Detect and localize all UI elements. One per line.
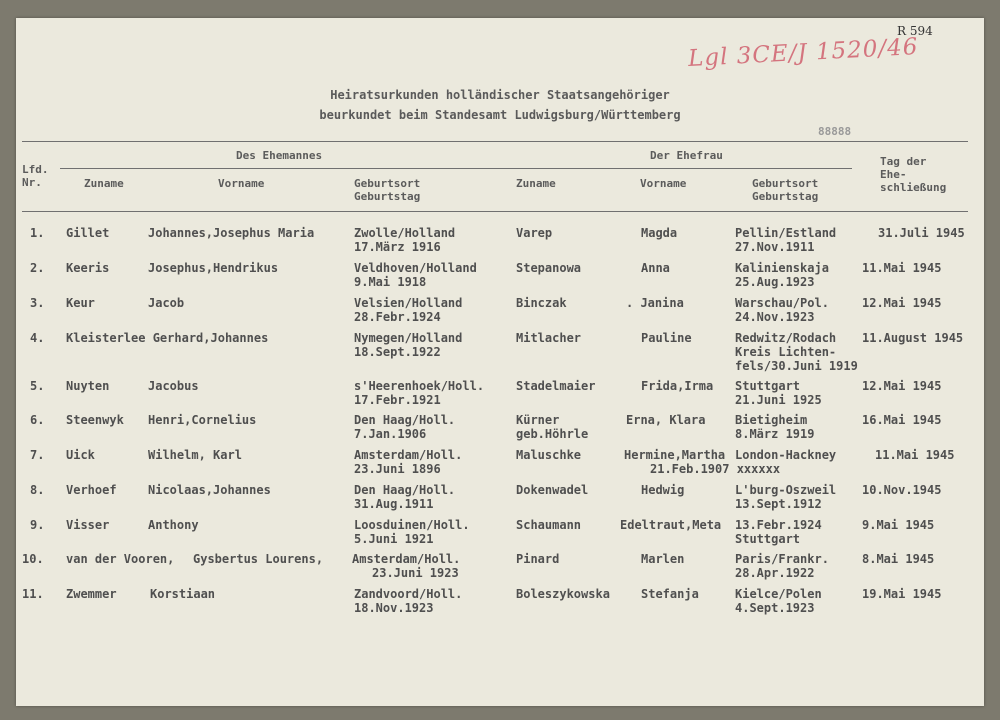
cell-geburtsort-f: L'burg-Oszweil 13.Sept.1912 [735,483,837,511]
header-vorname-f: Vorname [640,177,687,190]
cell-tag: 9.Mai 1945 [862,518,935,532]
table-row [0,296,1000,330]
document-code: 88888 [818,125,852,138]
cell-geburtsort-f: Paris/Frankr. 28.Apr.1922 [735,552,829,580]
cell-nr: 4. [30,331,45,345]
cell-zuname-f: Maluschke [516,448,582,462]
cell-vorname: Korstiaan [150,587,216,601]
cell-zuname: Kleisterlee Gerhard,Johannes [66,331,269,345]
header-zuname-f: Zuname [516,177,556,190]
title-line-2: beurkundet beim Standesamt Ludwigsburg/Württemberg [319,108,681,122]
cell-tag: 11.Mai 1945 [862,261,942,275]
cell-zuname-f: Binczak [516,296,567,310]
table-row [0,552,1000,586]
cell-tag: 19.Mai 1945 [862,587,942,601]
cell-zuname-f: Pinard [516,552,560,566]
cell-vorname: Henri,Cornelius [148,413,257,427]
cell-zuname: Visser [66,518,110,532]
cell-geburtsort-f: Pellin/Estland 27.Nov.1911 [735,226,837,254]
cell-nr: 6. [30,413,45,427]
cell-nr: 10. [22,552,44,566]
cell-tag: 10.Nov.1945 [862,483,942,497]
cell-nr: 9. [30,518,45,532]
cell-vorname: Wilhelm, Karl [148,448,242,462]
cell-vorname: Gysbertus Lourens, [193,552,324,566]
cell-tag: 8.Mai 1945 [862,552,935,566]
header-lfd: Lfd. Nr. [22,163,49,189]
archive-stamp: R 594 [897,24,933,38]
cell-vorname-f: Marlen [641,552,685,566]
header-geburtsort: Geburtsort Geburtstag [354,177,421,203]
header-top-rule [22,141,968,142]
cell-vorname: Johannes,Josephus Maria [148,226,315,240]
table-row [0,226,1000,260]
cell-geburtsort: s'Heerenhoek/Holl. 17.Febr.1921 [354,379,485,407]
cell-tag: 11.Mai 1945 [875,448,955,462]
cell-geburtsort-f: Stuttgart 21.Juni 1925 [735,379,822,407]
header-group-rule [60,168,852,169]
table-row [0,379,1000,413]
cell-geburtsort: Zandvoord/Holl. 18.Nov.1923 [354,587,463,615]
table-row [0,587,1000,621]
cell-zuname: Zwemmer [66,587,117,601]
cell-zuname: Gillet [66,226,110,240]
cell-zuname-f: Stadelmaier [516,379,596,393]
cell-vorname-f: Pauline [641,331,692,345]
cell-zuname-f: Boleszykowska [516,587,610,601]
cell-zuname-f: Varep [516,226,553,240]
header-zuname: Zuname [84,177,124,190]
cell-tag: 12.Mai 1945 [862,379,942,393]
cell-zuname: Nuyten [66,379,110,393]
table-row [0,331,1000,377]
cell-nr: 11. [22,587,44,601]
header-tag: Tag der Ehe- schließung [880,155,947,194]
cell-nr: 3. [30,296,45,310]
cell-vorname-f: Hermine,Martha 21.Feb.1907 xxxxxx [624,448,781,476]
cell-vorname-f: Stefanja [641,587,699,601]
header-bottom-rule [22,211,968,212]
cell-vorname: Josephus,Hendrikus [148,261,279,275]
cell-zuname-f: Stepanowa [516,261,582,275]
cell-geburtsort-f: Kalinienskaja 25.Aug.1923 [735,261,829,289]
cell-geburtsort-f: London-Hackney [735,448,837,462]
cell-vorname: Jacobus [148,379,199,393]
cell-tag: 11.August 1945 [862,331,964,345]
cell-zuname-f: Mitlacher [516,331,582,345]
table-row [0,518,1000,552]
title-line-1: Heiratsurkunden holländischer Staatsangehöriger [330,88,670,102]
cell-nr: 1. [30,226,45,240]
cell-tag: 31.Juli 1945 [878,226,965,240]
cell-geburtsort: Velsien/Holland 28.Febr.1924 [354,296,463,324]
cell-geburtsort-f: 13.Febr.1924 Stuttgart [735,518,822,546]
cell-vorname: Anthony [148,518,199,532]
cell-geburtsort: Loosduinen/Holl. 5.Juni 1921 [354,518,470,546]
header-vorname: Vorname [218,177,265,190]
cell-zuname: Steenwyk [66,413,124,427]
cell-geburtsort: Amsterdam/Holl. 23.Juni 1896 [354,448,463,476]
cell-vorname-f: Magda [641,226,678,240]
cell-tag: 12.Mai 1945 [862,296,942,310]
cell-nr: 8. [30,483,45,497]
header-geburtsort-f: Geburtsort Geburtstag [752,177,819,203]
cell-geburtsort: Den Haag/Holl. 7.Jan.1906 [354,413,456,441]
handwritten-annotation: Lgl 3CE/J 1520/46 [687,33,920,73]
cell-nr: 2. [30,261,45,275]
cell-zuname: Uick [66,448,95,462]
cell-zuname: van der Vooren, [66,552,175,566]
cell-tag: 16.Mai 1945 [862,413,942,427]
cell-geburtsort-f: Warschau/Pol. 24.Nov.1923 [735,296,829,324]
cell-vorname-f: Anna [641,261,670,275]
cell-geburtsort: Den Haag/Holl. 31.Aug.1911 [354,483,456,511]
cell-zuname: Verhoef [66,483,117,497]
cell-zuname-f: Schaumann [516,518,582,532]
table-row [0,261,1000,295]
cell-geburtsort: Nymegen/Holland 18.Sept.1922 [354,331,463,359]
cell-geburtsort-f: Kielce/Polen 4.Sept.1923 [735,587,822,615]
header-ehemann: Des Ehemannes [236,149,323,162]
cell-geburtsort-f: Bietigheim 8.März 1919 [735,413,815,441]
cell-zuname-f: Kürner geb.Höhrle [516,413,589,441]
cell-vorname-f: Hedwig [641,483,685,497]
cell-nr: 7. [30,448,45,462]
table-row [0,448,1000,482]
cell-vorname: Nicolaas,Johannes [148,483,271,497]
cell-vorname-f: Erna, Klara [626,413,706,427]
cell-vorname-f: Edeltraut,Meta [620,518,722,532]
cell-zuname: Keur [66,296,95,310]
cell-vorname-f: Frida,Irma [641,379,714,393]
header-ehefrau: Der Ehefrau [650,149,723,162]
cell-vorname: Jacob [148,296,185,310]
table-row [0,413,1000,447]
cell-vorname-f: . Janina [626,296,684,310]
table-row [0,483,1000,517]
cell-nr: 5. [30,379,45,393]
cell-zuname-f: Dokenwadel [516,483,589,497]
cell-geburtsort-f: Redwitz/Rodach Kreis Lichten- fels/30.Juni 1919 [735,331,858,373]
cell-geburtsort: Veldhoven/Holland 9.Mai 1918 [354,261,477,289]
cell-geburtsort: Amsterdam/Holl. 23.Juni 1923 [352,552,461,580]
cell-geburtsort: Zwolle/Holland 17.März 1916 [354,226,456,254]
cell-zuname: Keeris [66,261,110,275]
